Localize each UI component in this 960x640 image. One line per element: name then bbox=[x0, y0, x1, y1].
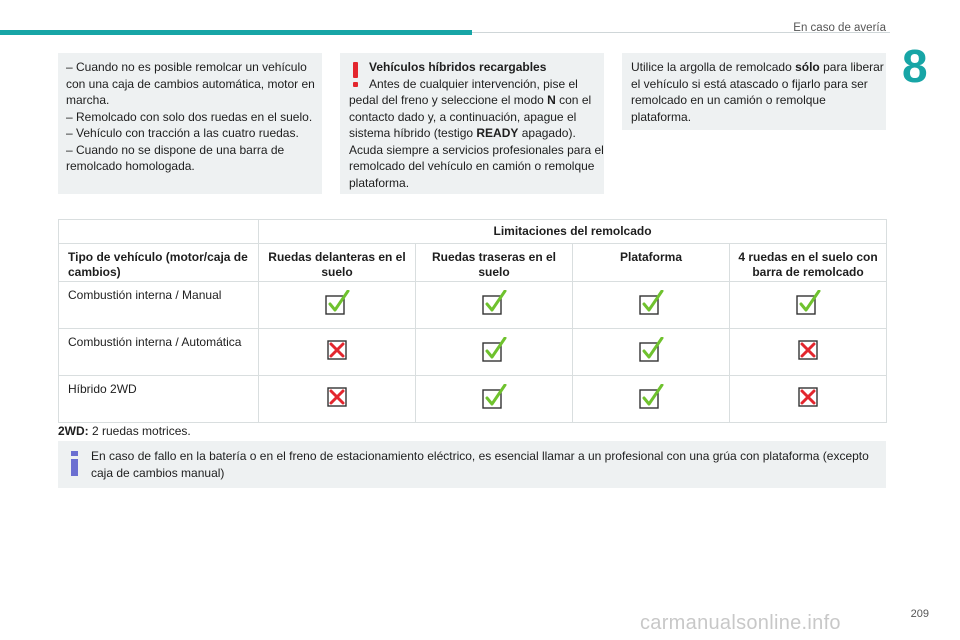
status-cell bbox=[416, 329, 573, 376]
footnote-2wd: 2WD: 2 ruedas motrices. bbox=[58, 424, 191, 438]
page-number: 209 bbox=[910, 608, 929, 620]
status-cell bbox=[416, 376, 573, 423]
header-accent-bar bbox=[0, 30, 472, 35]
status-cell bbox=[416, 282, 573, 329]
column-header-vehicle-type: Tipo de vehículo (motor/caja de cambios) bbox=[59, 244, 259, 282]
column-header-rear-wheels: Ruedas traseras en el suelo bbox=[416, 244, 573, 282]
table-row bbox=[59, 329, 887, 376]
column-header-four-wheels: 4 ruedas en el suelo con barra de remolcado bbox=[730, 244, 887, 282]
check-icon bbox=[638, 384, 664, 410]
condition-item: – Remolcado con solo dos ruedas en el suelo. bbox=[66, 109, 313, 124]
watermark: carmanualsonline.info bbox=[640, 612, 841, 634]
check-icon bbox=[481, 384, 507, 410]
column-header-platform: Plataforma bbox=[573, 244, 730, 282]
row-label: Combustión interna / Automática bbox=[59, 329, 259, 376]
table-group-header: Limitaciones del remolcado bbox=[259, 220, 887, 244]
status-cell bbox=[259, 376, 416, 423]
row-label: Híbrido 2WD bbox=[59, 376, 259, 423]
condition-item: – Cuando no es posible remolcar un vehículo con una caja de cambios automática, motor en marcha. bbox=[66, 60, 315, 107]
info-box bbox=[58, 441, 886, 488]
chapter-number: 8 bbox=[902, 40, 928, 92]
warning-text: Antes de cualquier intervención, pise el pedal del freno y seleccione el modo N con el contacto dado y, a continuación, apague el sistema híbrido (testigo READY apagado). bbox=[349, 76, 592, 140]
table-row bbox=[59, 282, 887, 329]
cross-icon bbox=[324, 384, 350, 410]
status-cell bbox=[259, 282, 416, 329]
check-icon bbox=[795, 290, 821, 316]
info-icon bbox=[71, 451, 79, 475]
status-cell bbox=[730, 329, 887, 376]
condition-item: – Vehículo con tracción a las cuatro ruedas. bbox=[66, 126, 299, 140]
warning-icon bbox=[350, 62, 360, 88]
conditions-box bbox=[58, 53, 322, 194]
check-icon bbox=[481, 290, 507, 316]
section-title: En caso de avería bbox=[793, 22, 886, 34]
table-row bbox=[59, 376, 887, 423]
cross-icon bbox=[795, 384, 821, 410]
check-icon bbox=[638, 290, 664, 316]
check-icon bbox=[324, 290, 350, 316]
column-header-front-wheels: Ruedas delanteras en el suelo bbox=[259, 244, 416, 282]
check-icon bbox=[481, 337, 507, 363]
cross-icon bbox=[324, 337, 350, 363]
check-icon bbox=[638, 337, 664, 363]
towing-limitations-table bbox=[58, 219, 887, 423]
towing-ring-box bbox=[622, 53, 886, 130]
status-cell bbox=[573, 376, 730, 423]
info-text: En caso de fallo en la batería o en el freno de estacionamiento eléctrico, es esencial llamar a un profesional con una grúa con plataforma (excepto caja de cambios manual) bbox=[91, 449, 869, 480]
warning-box bbox=[340, 53, 604, 194]
row-label: Combustión interna / Manual bbox=[59, 282, 259, 329]
cross-icon bbox=[795, 337, 821, 363]
status-cell bbox=[730, 282, 887, 329]
status-cell bbox=[573, 282, 730, 329]
warning-text-2: Acuda siempre a servicios profesionales para el remolcado del vehículo en camión o remolque plataforma. bbox=[349, 142, 604, 190]
towing-ring-text: Utilice la argolla de remolcado sólo para liberar el vehículo si está atascado o fijarlo para ser remolcado en un camión o remolque plataforma. bbox=[631, 60, 884, 124]
warning-title: Vehículos híbridos recargables bbox=[369, 60, 547, 74]
status-cell bbox=[573, 329, 730, 376]
status-cell bbox=[259, 329, 416, 376]
status-cell bbox=[730, 376, 887, 423]
condition-item: – Cuando no se dispone de una barra de remolcado homologada. bbox=[66, 142, 285, 173]
table-corner bbox=[59, 220, 259, 244]
